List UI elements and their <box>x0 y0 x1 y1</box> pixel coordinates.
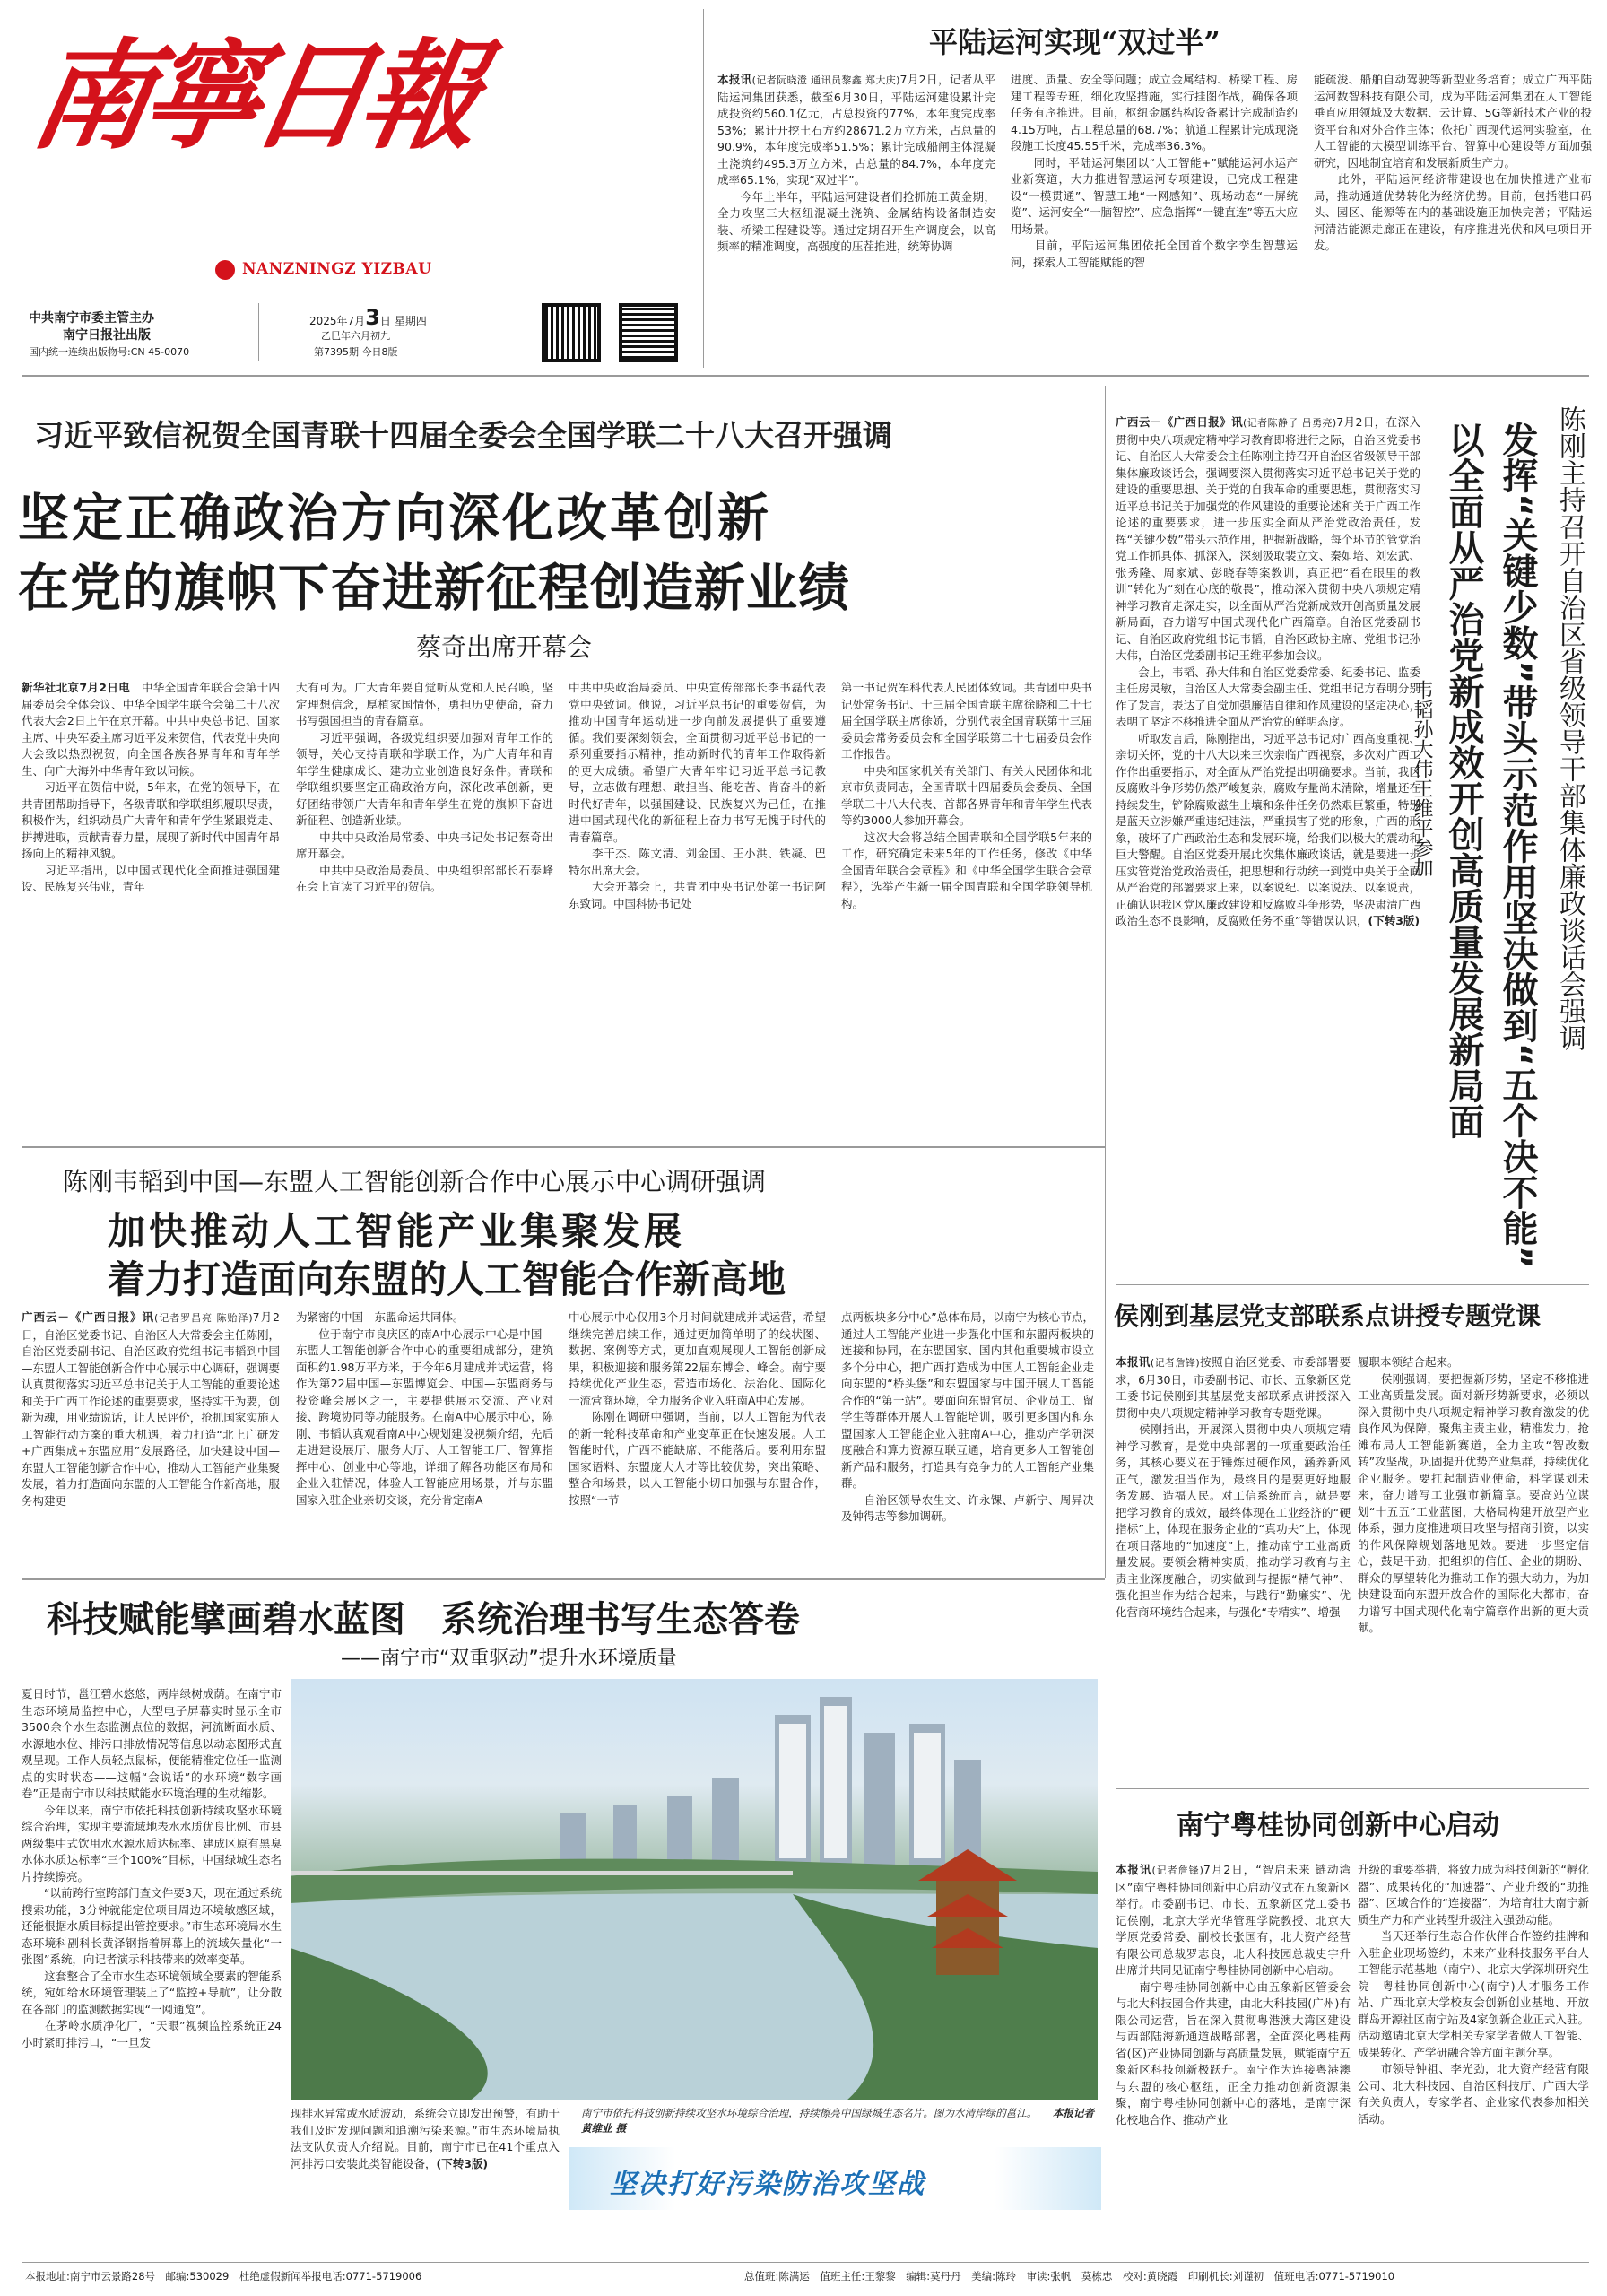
lead-subtitle: 蔡奇出席开幕会 <box>416 632 593 662</box>
lead-col-3: 中共中央政治局委员、中央宣传部部长李书磊代表党中央致词。他说，习近平总书记的重要贺信，为推动中国青年运动进一步向前发展提供了重要遵循。我们要深刻领会，全面贯彻习近平总书记的一系列重要指示精神，推动新时代的青年工作取得新的更大成绩。希望广大青年牢记习近平总书记教导，立志做有理想、敢担当、能吃苦、肯奋斗的新时代好青年，以强国建设、民族复兴为己任，在推进中国式现代化的新征程上奋力书写无愧于时代的青春篇章。 李干杰、陈文清、刘金国、王小洪、铁凝、巴特尔出席大会。 大会开幕会上，共青团中央书记处第一书记阿东致词。中国科协书记处 <box>569 681 826 910</box>
qr-code-icon <box>619 303 678 362</box>
logo-text: 南寧日報 <box>22 27 484 166</box>
slogan-text: 坚决打好污染防治攻坚战 <box>610 2169 925 2200</box>
ai-col-4: 点两板块多分中心”总体布局，以南宁为核心节点，通过人工智能产业进一步强化中国和东盟两板块的连接和协同，在东盟国家、国内其他重要城市设立多个分中心，把广西打造成为中国人工智能企业走向东盟的“桥头堡”和东盟国家与中国开展人工智能合作的“第一站”。要面向东盟官员、企业员工、留学生等群体开展人工智能培训，吸引更多国内和东盟国家人工智能企业入驻南A中心，推动产学研深度融合和算力资源互联互通，培育更多人工智能创新产品和服务，打造具有竞争力的人工智能产业集群。 自治区领导农生文、许永锞、卢新宁、周异决及钟得志等参加调研。 <box>841 1310 1094 1523</box>
innovation-col-2: 升级的重要举措，将致力成为科技创新的“孵化器”、成果转化的“加速器”、产业升级的“助推器”、区域合作的“连接器”，为培育壮大南宁新质生产力和产业转型升级注入强劲动能。 当天还举行生态合作伙伴合作签约挂牌和入驻企业现场签约，未来产业科技服务平台人工智能示范基地（南宁）、北京大学深圳研究生院—粤桂协同创新中心(南宁)人才服务工作站、广西北京大学校友会创新创业基地、开放群岛开源社区南宁站及4家创新企业正式入驻。活动邀请北京大学相关专家学者做人工智能、成果转化、产学研融合等方面主题分享。 市领导钟祖、李光劲，北大资产经营有限公司、北大科技园、自治区科技厅、广西大学有关负责人，专家学者、企业家代表参加相关活动。 <box>1358 1863 1589 2126</box>
ai-title-2: 着力打造面向东盟的人工智能合作新高地 <box>108 1257 786 1301</box>
chen-kicker: 陈刚主持召开自治区省级领导干部集体廉政谈话会强调 <box>1554 405 1585 1051</box>
sponsor-line-2: 南宁日报社出版 <box>63 328 151 343</box>
top-story-col-1: 本报讯(记者阮晓澄 通讯员黎鑫 郑大庆)7月2日，记者从平陆运河集团获悉，截至6月30日，平陆运河建设累计完成投资约560.1亿元，占总投资的77%，本年度完成率53%；累计开挖土石方约28671.2万立方米，占总量的90.9%，本年度完成率51.5%；累计完成船闸主体混凝土浇筑约495.3万立方米，占总量的84.7%，本年度完成率65.1%，实现“双过半”。 今年上半年，平陆运河建设者们抢抓施工黄金期，全力攻坚三大枢纽混凝土浇筑、金属结构设备制造安装、桥梁工程建设等。通过定期召开生产调度会，以高频率的精准调度，高强度的压茬推进，统筹协调 <box>717 73 996 253</box>
innovation-col-1: 本报讯(记者詹锋)7月2日，“智启未来 链动湾区”南宁粤桂协同创新中心启动仪式在五象新区举行。市委副书记、市长、五象新区党工委书记侯刚，北京大学光华管理学院教授、北京大学原党委常委、副校长张国有，北大资产经营有限公司总裁罗志良，北大科技园总裁史宇升出席并共同见证南宁粤桂协同创新中心启动。 南宁粤桂协同创新中心由五象新区管委会与北大科技园合作共建，由北大科技园(广州)有限公司运营，旨在深入贯彻粤港澳大湾区建设与西部陆海新通道战略部署，全面深化粤桂两省(区)产业协同创新与高质量发展，赋能南宁五象新区科技创新极跃升。南宁作为连接粤港澳与东盟的核心枢纽，正全力推动创新资源集聚，南宁粤桂协同创新中心的落地，是南宁深化校地合作、推动产业 <box>1116 1863 1351 2126</box>
footer-address: 本报地址:南宁市云景路28号 邮编:530029 杜绝虚假新闻举报电话:0771-5719006 <box>25 2270 422 2283</box>
ai-col-3: 中心展示中心仅用3个月时间就建成并试运营，希望继续完善启续工作，通过更加简单明了的线状图、数据、案例等方式，更加直观展现人工智能创新成果，积极迎接和服务第22届东博会、峰会。南宁要持续优化产业生态，营造市场化、法治化、国际化一流营商环境，全力服务企业入驻南A中心发展。 陈刚在调研中强调，当前，以人工智能为代表的新一轮科技革命和产业变革正在快速发展。人工智能时代，广西不能缺席、不能落后。要利用东盟国家语料、东盟庞大人才等比较优势，突出策略、整合和场景，以人工智能小切口加强与东盟合作，按照“一节 <box>569 1310 826 1507</box>
qr-code-icon <box>542 303 601 362</box>
lead-title-1: 坚定正确政治方向深化改革创新 <box>18 489 771 548</box>
cn-number: 国内统一连续出版物号:CN 45-0070 <box>29 346 190 358</box>
logo-emblem-icon <box>215 260 235 280</box>
lead-col-1: 新华社北京7月2日电 中华全国青年联合会第十四届委员会全体会议、中华全国学生联合会第二十八次代表大会2日上午在京开幕。中共中央总书记、国家主席、中央军委主席习近平发来贺信，代表党中央向大会致以热烈祝贺，向全国各族各界青年和青年学生、向广大海外中华青年致以问候。 习近平在贺信中说，5年来，在党的领导下，在共青团帮助指导下，各级青联和学联组织履职尽责，积极作为，组织动员广大青年和青年学生紧跟党走、拼搏进取，贡献青春力量，展现了新时代中国青年昂扬向上的精神风貌。 习近平指出，以中国式现代化全面推进强国建设、民族复兴伟业，青年 <box>22 681 280 893</box>
ai-col-1: 广西云－《广西日报》讯(记者罗昌亮 陈贻泽)7月2日，自治区党委书记、自治区人大常委会主任陈刚，自治区党委副书记、自治区政府党组书记韦韬到中国—东盟人工智能创新合作中心展示中心调研，强调要认真贯彻落实习近平总书记关于人工智能的重要论述和关于广西工作论述的重要要求，坚持实干为要，创新为魂，用业绩说话，让人民评价，抢抓国家实施人工智能行动方案的重大机遇，着力打造“北上广研发+广西集成+东盟应用”发展路径，加快建设中国—东盟人工智能创新合作中心，推动人工智能产业集聚发展，着力打造面向东盟的人工智能合作新高地，服务构建更 <box>22 1310 280 1508</box>
ai-title-1: 加快推动人工智能产业集聚发展 <box>108 1209 686 1253</box>
footer-staff: 总值班:陈满运 值班主任:王黎黎 编辑:莫丹丹 美编:陈玲 审读:张帆 莫栋忠 校对:黄晓霞 印刷机长:刘谨初 值班电话:0771-5719010 <box>744 2270 1395 2283</box>
top-story-title: 平陆运河实现“双过半” <box>929 25 1220 59</box>
hougang-col-2: 履职本领结合起来。 侯刚强调，要把握新形势，坚定不移推进工业高质量发展。面对新形势新要求，必须以深入贯彻中央八项规定精神学习教育激发的优良作风为保障，聚焦主责主业，精准发力，抢滩布局人工智能新赛道，全力主攻“智改数转”攻坚战，巩固提升优势产业集群，持续优化企业服务。要扛起制造业使命，科学谋划未来，奋力谱写工业强市新篇章。要高站位谋划“十五五”工业蓝图，大格局构建开放型产业体系，强力度推进项目攻坚与招商引资，以实的作风保障规划落地见效。要进一步坚定信心，鼓足干劲，把组织的信任、企业的期盼、群众的厚望转化为推动工作的强大动力，为加快建设面向东盟开放合作的国际化大都市，奋力谱写中国式现代化南宁篇章作出新的更大贡献。 <box>1358 1355 1589 1634</box>
lead-col-2: 大有可为。广大青年要自觉听从党和人民召唤，坚定理想信念，厚植家国情怀，勇担历史使命，奋力书写强国担当的青春篇章。 习近平强调，各级党组织要加强对青年工作的领导，关心支持青联和学联工作，为广大青年和青年学生健康成长、建功立业创造良好条件。青联和学联组织要坚定正确政治方向，深化改革创新，更好团结带领广大青年和青年学生在党的旗帜下奋进新征程、创造新业绩。 中共中央政治局常委、中央书记处书记蔡奇出席开幕会。 中共中央政治局委员、中央组织部部长石泰峰在会上宣读了习近平的贺信。 <box>296 681 553 893</box>
hougang-title: 侯刚到基层党支部联系点讲授专题党课 <box>1114 1301 1542 1331</box>
water-subtitle: ——南宁市“双重驱动”提升水环境质量 <box>341 1648 677 1670</box>
water-col-2: 现排水异常或水质波动，系统会立即发出预警，有助于我们及时发现问题和追溯污染来源。”市生态环境局执法支队负责人介绍说。目前，南宁市已在41个重点入河排污口安装此类智能设备，(下转3版) <box>291 2107 560 2170</box>
sponsor-line-1: 中共南宁市委主管主办 <box>29 311 154 326</box>
ai-col-2: 为紧密的中国—东盟命运共同体。 位于南宁市良庆区的南A中心展示中心是中国—东盟人工智能创新合作中心的重要组成部分，建筑面积约1.98万平方米，于今年6月建成并试运营，将作为第22届中国—东盟博览会、中国—东盟商务与投资峰会展区之一，主要提供展示交流、产业对接、跨境协同等功能服务。在南A中心展示中心，陈刚、韦韬认真观看南A中心规划建设视频介绍，先后走进建设展厅、服务大厅、人工智能工厂、智算指挥中心、创业中心等地，详细了解各功能区布局和企业入驻情况，体验人工智能应用场景，并与东盟国家入驻企业亲切交谈，充分肯定南A <box>296 1310 553 1507</box>
lead-col-4: 第一书记贺军科代表人民团体致词。共青团中央书记处常务书记、十三届全国青联主席徐晓和二十七届全国学联主席徐娇，分别代表全国青联第十三届委员会常务委员会和全国学联第二十七届委员会作工作报告。 中央和国家机关有关部门、有关人民团体和北京市负责同志，全国青联十四届委员会委员、全国学联二十八大代表、首都各界青年和青年学生代表等约3000人参加开幕会。 这次大会将总结全国青联和全国学联5年来的工作，研究确定未来5年的工作任务，修改《中华全国青年联合会章程》和《中华全国学生联合会章程》，选举产生新一届全国青联和全国学联领导机构。 <box>841 681 1092 910</box>
lijiang-river-photo <box>291 1679 1098 2100</box>
ai-kicker: 陈刚韦韬到中国—东盟人工智能创新合作中心展示中心调研强调 <box>63 1167 767 1196</box>
chen-story-text: 广西云－《广西日报》讯(记者陈静子 吕勇亮)7月2日，在深入贯彻中央八项规定精神学习教育即将进行之际，自治区党委书记、自治区人大常委会主任陈刚主持召开自治区省级领导干部集体廉政谈话会，强调要深入贯彻落实习近平总书记关于党的建设的重要思想、关于党的自我革命的重要思想，贯彻落实习近平总书记关于加强党的作风建设的重要论述和关于广西工作论述的重要要求，进一步压实全面从严治党政治责任，发挥“关键少数”带头示范作用，把握新战略，每个环节的管党治党工作抓具体、抓深入，深刻汲取裴立文、秦如培、刘宏武、张秀隆、周家斌、彭晓春等案教训，真正把“看在眼里的教训”转化为“刻在心底的敬畏”，推动深入贯彻中央八项规定精神学习教育走深走实，以全面从严治党新成效开创高质量发展新局面，奋力谱写中国式现代化广西篇章。自治区党委副书记、自治区政府党组书记韦韬，自治区政协主席、党组书记孙大伟，自治区党委副书记王维平参加会议。 会上，韦韬、孙大伟和自治区党委常委、纪委书记、监委主任房灵敏，自治区人大常委会副主任、党组书记方春明分别作了发言，表达了自觉加强廉洁自律和作风建设的坚定决心，表明了坚定不移推进全面从严治党的鲜明态度。 听取发言后，陈刚指出，习近平总书记对广西高度重视、亲切关怀，党的十八大以来三次亲临广西视察，多次对广西工作作出重要指示，对全面从严治党提出明确要求。当前，我区反腐败斗争形势仍然严峻复杂，腐败存量尚未清除，增量还在持续发生，铲除腐败滋生土壤和条件任务仍然艰巨繁重，特别是蓝天立涉嫌严重违纪违法，严重损害了党的形象，广西的形象，破坏了广西政治生态和发展环境，给我们以极大的震动和巨大警醒。自治区党委开展此次集体廉政谈话，就是要进一步压实管党治党政治责任，把思想和行动统一到党中央关于全面从严治党的部署要求上来，以案说纪、以案说法、以案说责，正确认识我区党风廉政建设和反腐败斗争形势，坚决肃清广西政治生态不良影响，反腐败任务不重”等错误认识，(下转3版) <box>1116 415 1420 927</box>
photo-caption: 南宁市依托科技创新持续攻坚水环境综合治理，持续擦亮中国绿城生态名片。图为水清岸绿的邕江。 本报记者黄维业 摄 <box>581 2107 1095 2135</box>
newspaper-logo <box>22 20 484 228</box>
lead-kicker: 习近平致信祝贺全国青联十四届全委会全国学联二十八大召开强调 <box>34 418 892 453</box>
water-col-1: 夏日时节，邕江碧水悠悠，两岸绿树成荫。在南宁市生态环境局监控中心，大型电子屏幕实时显示全市3500余个水生态监测点位的数据，河流断面水质、水源地水位、排污口排放情况等信息以动态图形式直观呈现。工作人员轻点鼠标，便能精准定位任一监测点的实时状态——这幅“会说话”的水环境“数字画卷”正是南宁市以科技赋能水环境治理的生动缩影。 今年以来，南宁市依托科技创新持续攻坚水环境综合治理，实现主要流域地表水水质优良比例、市县两级集中式饮用水水源水质达标率、建成区原有黑臭水体水质达标率“三个100%”目标，中国绿城生态名片持续擦亮。 “以前跨行室跨部门查文件要3天，现在通过系统搜索功能，3分钟就能定位项目周边环境敏感区域，还能根据水质目标提出管控要求。”市生态环境局水生态环境科副科长黄泽钢指着屏幕上的流域矢量化“一张图”系统，向记者演示科技带来的效率变革。 这套整合了全市水生态环境领域全要素的智能系统，宛如给水环境管理装上了“监控+导航”，让分散在各部门的监测数据实现“一网通览”。 在茅岭水质净化厂，“天眼”视频监控系统正24小时紧盯排污口，“一旦发 <box>22 1687 282 2049</box>
chen-title-2: 以全面从严治党新成效开创高质量发展新局面 <box>1443 422 1484 1139</box>
top-story-col-3: 能疏浚、船舶自动驾驶等新型业务培育；成立广西平陆运河数智科技有限公司，成为平陆运河集团在人工智能垂直应用领域及大数据、云计算、5G等新技术产业的投资平台和对外合作主体；依托广西现代运河实验室，在人工智能的大模型训练平台、智算中心建设等方面加强研究，因地制宜培育和发展新质生产力。 此外，平陆运河经济带建设也在加快推进产业布局，推动通道优势转化为经济优势。目前，包括港口码头、园区、能源等在内的基础设施正加快完善；平陆运河清洁能源走廊正在建设，有序推进光伏和风电项目开发。 <box>1314 73 1592 252</box>
chen-title-1: 发挥“关键少数”带头示范作用坚决做到“五个决不能” <box>1497 422 1538 1270</box>
issue-number: 第7395期 今日8版 <box>314 346 398 358</box>
issue-date: 2025年7月3日 星期四 <box>309 305 427 330</box>
logo-pinyin: NANZNINGZ YIZBAU <box>242 260 432 278</box>
chen-attend: 韦韬孙大伟王维平参加 <box>1411 680 1433 877</box>
water-title: 科技赋能擘画碧水蓝图 系统治理书写生态答卷 <box>47 1598 800 1640</box>
top-story-col-2: 进度、质量、安全等问题；成立金属结构、桥梁工程、房建工程等专班，细化攻坚措施，实行挂图作战，确保各项任务有序推进。目前，枢纽金属结构设备累计完成制造约4.15万吨，占工程总量的68.7%；航道工程累计完成现浇段施工长度45.55千米，完成率36.3%。 同时，平陆运河集团以“人工智能+”赋能运河水运产业新赛道，大力推进智慧运河专项建设，已完成工程建设“一模贯通”、智慧工地“一网感知”、现场动态“一屏统览”、运河安全“一脑智控”、应急指挥“一键直连”等五大应用场景。 目前，平陆运河集团依托全国首个数字孪生智慧运河，探索人工智能赋能的智 <box>1011 73 1298 269</box>
photo-scene <box>291 1679 1098 2100</box>
innovation-title: 南宁粤桂协同创新中心启动 <box>1177 1810 1499 1841</box>
lunar-date: 乙巳年六月初九 <box>321 330 390 342</box>
hougang-col-1: 本报讯(记者詹锋)按照自治区党委、市委部署要求，6月30日，市委副书记、市长、五象新区党工委书记侯刚到其基层党支部联系点讲授深入贯彻中央八项规定精神学习教育专题党课。 侯刚指出，开展深入贯彻中央八项规定精神学习教育，是党中央部署的一项重要政治任务，其核心要义在于锤炼过硬作风，涵养新风正气，激发担当作为，最终目的是要更好地服务发展、造福人民。对工信系统而言，就是要把学习教育的成效，最终体现在工业经济的“硬指标”上，体现在服务企业的“真功夫”上，体现在项目落地的“加速度”上，推动南宁工业高质量发展。要领会精神实质，推动学习教育与主责主业深度融合，切实做到与提振“精气神”、强化担当作为结合起来，与践行“勤廉实”、优化营商环境结合起来，与强化“专精实”、增强 <box>1116 1355 1351 1619</box>
lead-title-2: 在党的旗帜下奋进新征程创造新业绩 <box>18 559 850 618</box>
